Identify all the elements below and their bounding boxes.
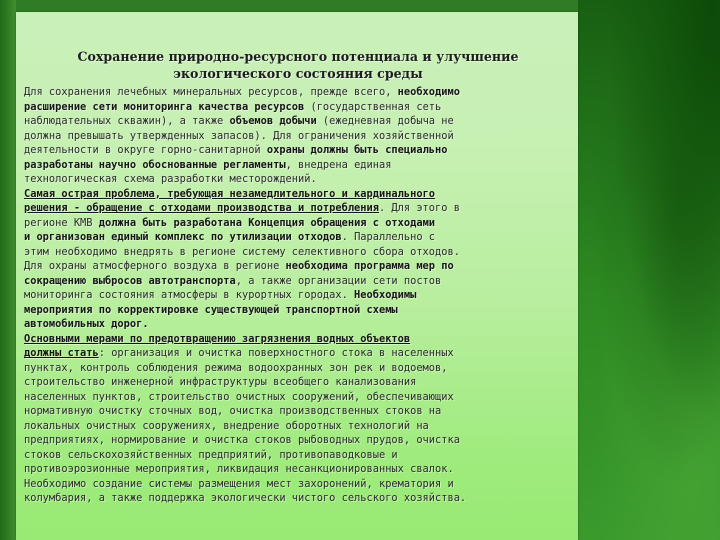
slide-panel xyxy=(16,12,578,540)
text-line: противоэрозионные мероприятия, ликвидация несанкционированных свалок. xyxy=(24,463,454,475)
text-line: строительство инженерной инфраструктуры всеобщего канализования xyxy=(24,376,417,388)
background-right-decoration xyxy=(578,0,720,540)
slide-body xyxy=(24,85,570,506)
text-line: локальных очистных сооружениях, внедрение оборотных технологий на xyxy=(24,419,429,432)
title-line-1: Сохранение природно-ресурсного потенциала и улучшение xyxy=(77,49,519,64)
text-line: должна превышать утвержденных запасов). Для ограничения хозяйственной xyxy=(24,129,454,142)
background-left-strip xyxy=(0,0,16,540)
paragraph-air-protection xyxy=(24,259,570,332)
text-line: этим необходимо внедрять в регионе систему селективного сбора отходов. xyxy=(24,245,460,258)
slide-title xyxy=(28,48,568,82)
text-line: технологическая схема разработки месторождений. xyxy=(24,173,317,185)
text-line: нормативную очистку сточных вод, очистка производственных стоков на xyxy=(24,405,442,417)
text-line: Самая острая проблема, требующая незамедлительного и кардинального xyxy=(24,187,436,200)
paragraph-burials-agriculture xyxy=(24,477,570,506)
paragraph-mineral-resources xyxy=(24,85,570,187)
text-line: Для сохранения лечебных минеральных ресурсов, прежде всего, необходимо xyxy=(24,86,460,98)
text-line: населенных пунктов, строительство очистных сооружений, обеспечивающих xyxy=(24,390,454,403)
text-line: автомобильных дорог. xyxy=(24,318,149,330)
text-line: стоков сельскохозяйственных предприятий, противопаводковые и xyxy=(24,448,398,461)
text-line: мероприятия по корректировке существующей транспортной схемы xyxy=(24,303,398,316)
text-line: деятельности в округе горно-санитарной охраны должны быть специально xyxy=(24,144,448,156)
text-line: расширение сети мониторинга качества ресурсов (государственная сеть xyxy=(24,100,442,113)
text-line: колумбария, а также поддержка экологически чистого сельского хозяйства. xyxy=(24,492,467,504)
text-line: решения - обращение с отходами производства и потребления. Для этого в xyxy=(24,202,460,214)
paragraph-waste-management xyxy=(24,187,570,260)
text-line: предприятиях, нормирование и очистка стоков рыбоводных прудов, очистка xyxy=(24,434,460,446)
text-line: пунктах, контроль соблюдения режима водоохранных зон рек и водоемов, xyxy=(24,361,448,374)
title-line-2: экологического состояния среды xyxy=(173,66,423,81)
text-line: мониторинга состояния атмосферы в курортных городах. Необходимы xyxy=(24,289,417,301)
text-line: и организован единый комплекс по утилизации отходов. Параллельно с xyxy=(24,231,436,243)
text-line: Для охраны атмосферного воздуха в регионе необходима программа мер по xyxy=(24,260,454,272)
text-line: разработаны научно обоснованные регламенты, внедрена единая xyxy=(24,158,392,171)
text-line: регионе КМВ должна быть разработана Концепция обращения с отходами xyxy=(24,216,436,229)
text-line: сокращению выбросов автотранспорта, а также организации сети постов xyxy=(24,274,442,287)
text-line: Необходимо создание системы размещения мест захоронений, крематория и xyxy=(24,477,454,490)
text-line: наблюдательных скважин), а также объемов добычи (ежедневная добыча не xyxy=(24,115,454,127)
paragraph-water-protection xyxy=(24,332,570,477)
text-line: Основными мерами по предотвращению загрязнения водных объектов xyxy=(24,332,411,345)
text-line: должны стать: организация и очистка поверхностного стока в населенных xyxy=(24,347,454,359)
